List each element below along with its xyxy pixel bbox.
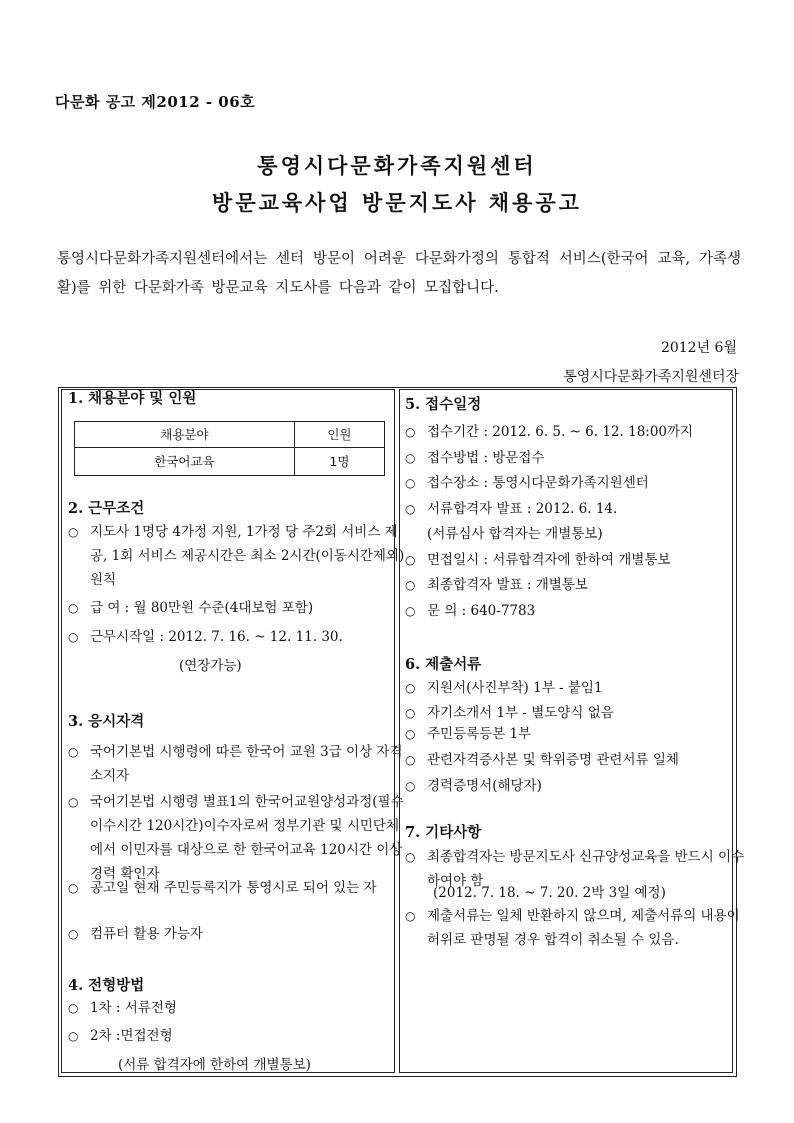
section-note: (서류심사 합격자는 개별통보) — [427, 526, 603, 542]
table-header-row — [75, 422, 385, 448]
table-cell-count: 1명 — [294, 448, 384, 476]
list-item: ○ 국어기본법 시행령 별표1의 한국어교원양성과정(필수이수시간 120시간)이수자로써 정부기관 및 시민단체에서 이민자를 대상으로 한 한국어교육 120시간 이상 경력 확인자 — [68, 790, 410, 886]
list-item: ○ 서류합격자 발표 : 2012. 6. 14. — [405, 497, 747, 521]
list-item: ○ 제출서류는 일체 반환하지 않으며, 제출서류의 내용이 허위로 판명될 경우 합격이 취소될 수 있음. — [405, 904, 747, 952]
list-item: ○ 지도사 1명당 4가정 지원, 1가정 당 주2회 서비스 제공, 1회 서비스 제공시간은 최소 2시간(이동시간제외) 원칙 — [68, 520, 410, 592]
intro-paragraph: 통영시다문화가족지원센터에서는 센터 방문이 어려운 다문화가정의 통합적 서비스(한국어 교육, 가족생활)를 위한 다문화가족 방문교육 지도사를 다음과 같이 모집합니다. — [57, 251, 741, 296]
list-item: ○ 접수기간 : 2012. 6. 5. ~ 6. 12. 18:00까지 — [405, 420, 747, 444]
list-item: ○ 접수방법 : 방문접수 — [405, 446, 747, 470]
left-column — [61, 389, 405, 1073]
section-note: (연장가능) — [179, 658, 242, 674]
table-header-field: 채용분야 — [75, 422, 295, 448]
right-column — [399, 389, 745, 1073]
list-item: ○ 최종합격자는 방문지도사 신규양성교육을 반드시 이수하여야 함 — [405, 845, 747, 893]
list-item: ○ 근무시작일 : 2012. 7. 16. ~ 12. 11. 30. — [68, 625, 410, 649]
list-item: ○ 1차 : 서류전형 — [68, 996, 410, 1020]
list-item: ○ 자기소개서 1부 - 별도양식 없음 — [405, 701, 747, 725]
page-title: 통영시다문화가족지원센터 — [257, 153, 537, 178]
section-heading-conditions: 2. 근무조건 — [68, 500, 145, 517]
list-item: ○ 접수장소 : 통영시다문화가족지원센터 — [405, 471, 747, 495]
section-heading-qualification: 3. 응시자격 — [68, 713, 145, 730]
page-subtitle: 방문교육사업 방문지도사 채용공고 — [212, 190, 582, 215]
section-heading-recruit: 1. 채용분야 및 인원 — [68, 390, 197, 407]
notice-number: 다문화 공고 제2012 - 06호 — [55, 93, 256, 111]
list-item: ○ 경력증명서(해당자) — [405, 774, 747, 798]
section-note: (서류 합격자에 한하여 개별통보) — [118, 1057, 311, 1073]
issuer: 통영시다문화가족지원센터장 — [563, 369, 739, 385]
list-item: ○ 면접일시 : 서류합격자에 한하여 개별통보 — [405, 548, 747, 572]
recruit-table — [74, 421, 385, 476]
table-row — [75, 448, 385, 476]
section-heading-selection: 4. 전형방법 — [68, 977, 145, 994]
list-item: ○ 컴퓨터 활용 가능자 — [68, 922, 410, 946]
list-item: ○ 문 의 : 640-7783 — [405, 599, 747, 623]
table-cell-field: 한국어교육 — [75, 448, 295, 476]
list-item: ○ 급 여 : 월 80만원 수준(4대보험 포함) — [68, 596, 410, 620]
list-item: ○ 2차 :면접전형 — [68, 1024, 410, 1048]
list-item: ○ 주민등록등본 1부 — [405, 722, 747, 746]
notice-date: 2012년 6월 — [660, 340, 737, 356]
section-heading-documents: 6. 제출서류 — [405, 656, 482, 673]
section-heading-schedule: 5. 접수일정 — [405, 396, 482, 413]
list-item: ○ 공고일 현재 주민등록지가 통영시로 되어 있는 자 — [68, 876, 410, 900]
list-item: ○ 관련자격증사본 및 학위증명 관련서류 일체 — [405, 748, 747, 772]
section-heading-misc: 7. 기타사항 — [405, 824, 482, 841]
list-item: ○ 지원서(사진부착) 1부 - 붙임1 — [405, 676, 747, 700]
table-header-count: 인원 — [294, 422, 384, 448]
list-item: ○ 국어기본법 시행령에 따른 한국어 교원 3급 이상 자격 소지자 — [68, 740, 410, 788]
section-note: (2012. 7. 18. ~ 7. 20. 2박 3일 예정) — [433, 885, 666, 901]
list-item: ○ 최종합격자 발표 : 개별통보 — [405, 573, 747, 597]
